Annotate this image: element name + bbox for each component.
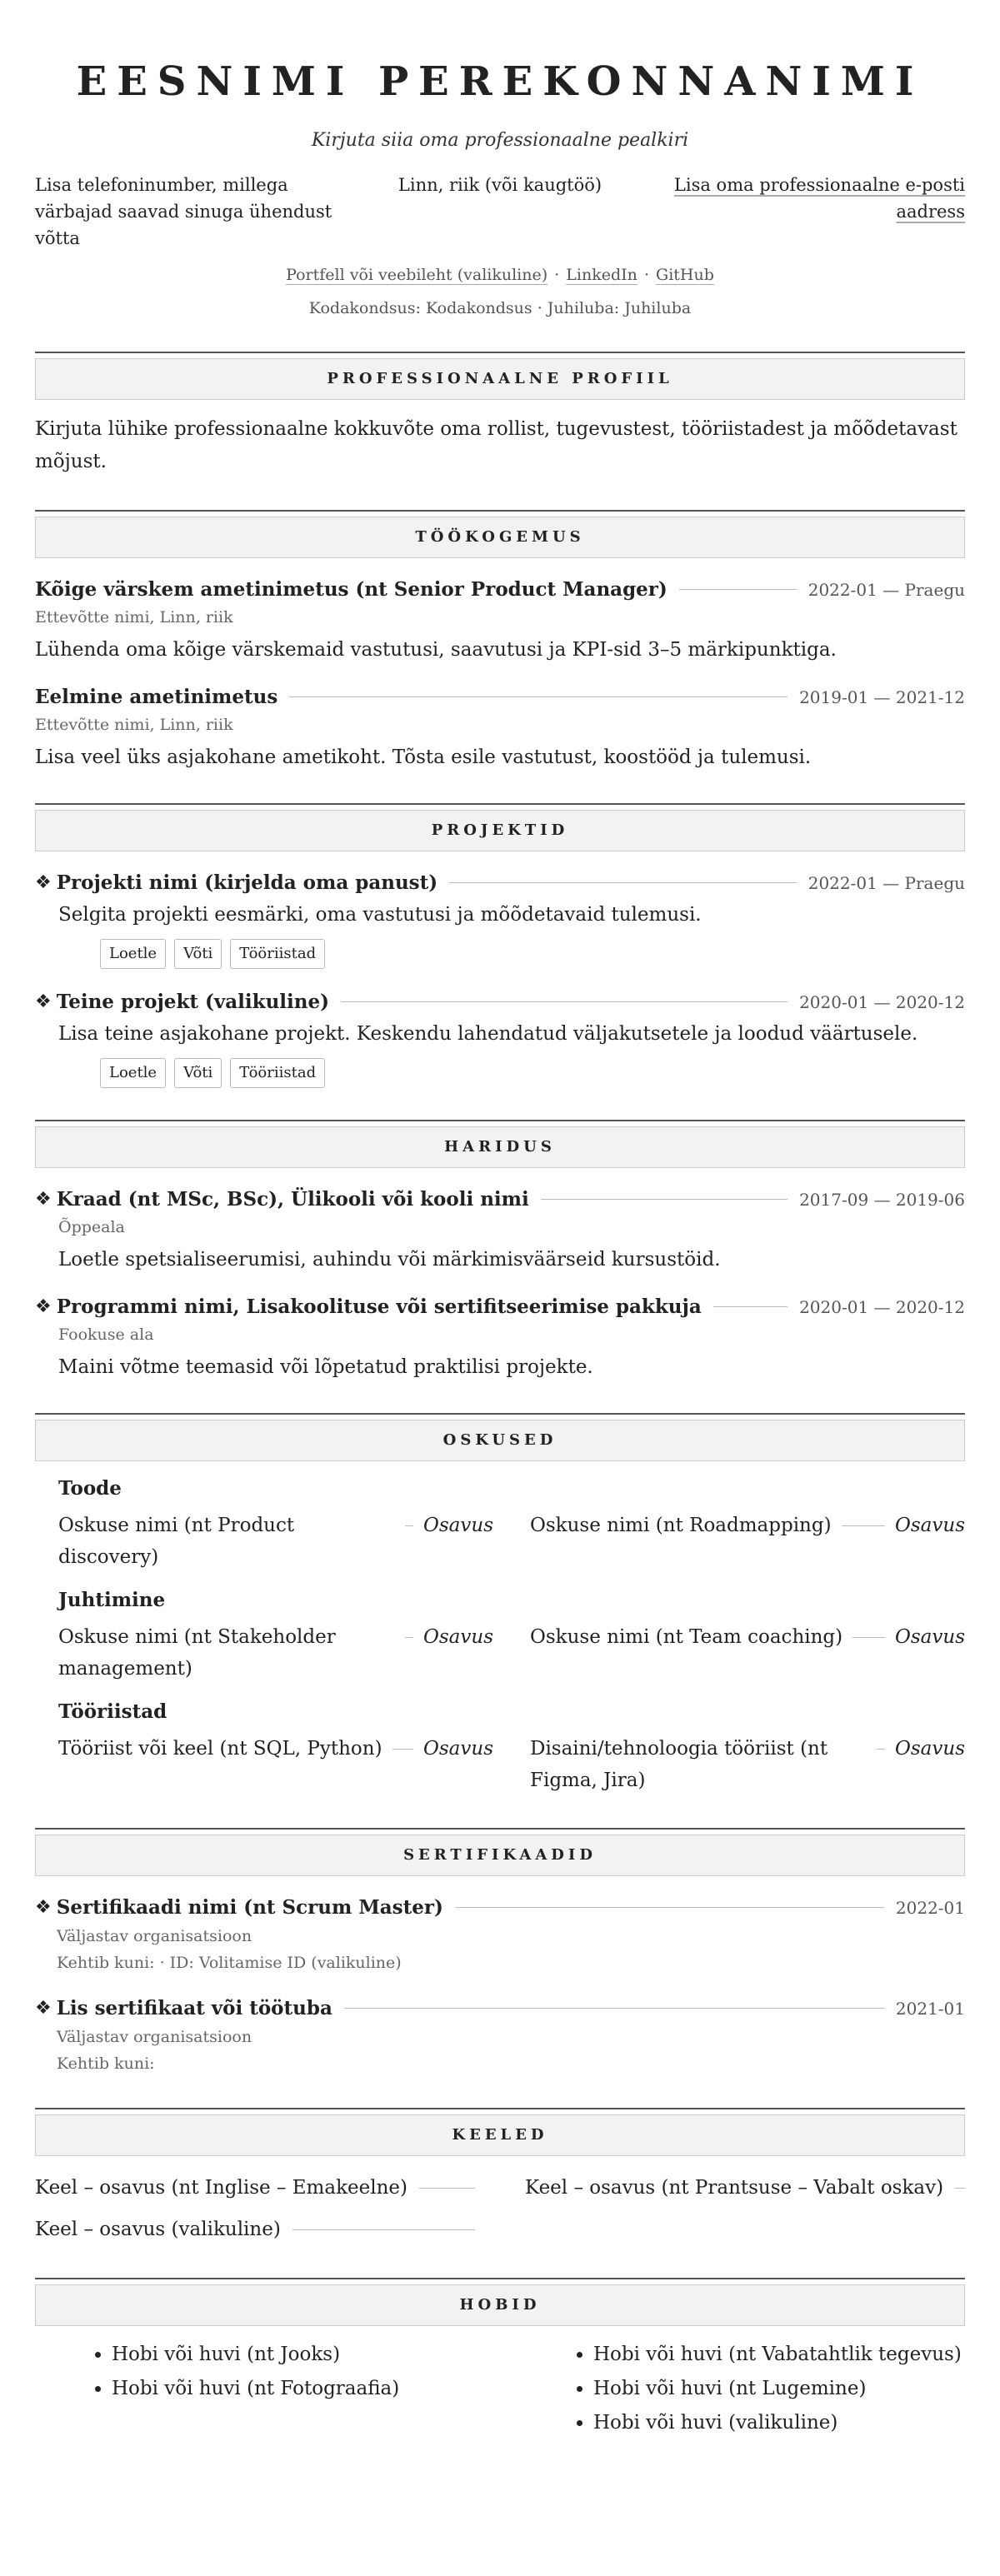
language-item	[35, 2213, 475, 2246]
skill-level: Osavus	[423, 1738, 493, 1760]
field-of-study: Fookuse ala	[58, 1325, 154, 1344]
email-link[interactable]: Lisa oma professionaalne e-posti aadress	[673, 175, 965, 222]
tag-chip: Loetle	[100, 1058, 166, 1088]
company-text: Ettevõtte nimi, Linn, riik	[35, 716, 233, 734]
profile-section	[35, 352, 965, 478]
project-description: Selgita projekti eesmärki, oma vastutusi ja mõõdetavaid tulemusi.	[58, 904, 702, 926]
leader-line	[679, 589, 797, 590]
skill-name: Oskuse nimi (nt Stakeholder management)	[58, 1626, 336, 1680]
diamond-bullet-icon: ❖	[35, 1296, 52, 1317]
certificate-date: 2021-01	[895, 1998, 965, 2019]
hobby-item: • Hobi või huvi (nt Jooks)	[112, 2338, 483, 2372]
links-row	[35, 263, 965, 287]
job-title: Eelmine ametinimetus	[35, 686, 278, 708]
hobby-item: • Hobi või huvi (nt Fotograafia)	[112, 2372, 483, 2406]
leader-line	[344, 2008, 884, 2009]
education-entry	[35, 1188, 965, 1274]
certificate-title: Lis sertifikaat või töötuba	[56, 1997, 332, 2019]
skill-name: Disaini/tehnoloogia tööriist (nt Figma, Jira)	[530, 1738, 828, 1791]
section-divider	[35, 803, 965, 805]
skill-level: Osavus	[895, 1626, 965, 1648]
section-divider	[35, 2278, 965, 2279]
skill-name: Tööriist või keel (nt SQL, Python)	[58, 1738, 382, 1760]
leader-line	[405, 1525, 413, 1526]
skill-item	[58, 1733, 493, 1796]
company-text: Ettevõtte nimi, Linn, riik	[35, 608, 233, 627]
certificate-issuer: Väljastav organisatsioon	[57, 1927, 252, 1945]
skills-section	[35, 1413, 965, 1796]
leader-line	[392, 1749, 413, 1750]
experience-section	[35, 510, 965, 771]
projects-list	[35, 871, 965, 1088]
phone-text: Lisa telefoninumber, millega värbajad saavad sinuga ühendust võtta	[35, 175, 332, 248]
section-heading-hobbies: HOBID	[35, 2284, 965, 2326]
experience-entry	[35, 578, 965, 664]
education-description: Loetle spetsialiseerumisi, auhindu või märkimisväärseid kursustöid.	[58, 1249, 721, 1271]
citizenship-value: Kodakondsus	[425, 299, 532, 317]
project-dates: 2022-01 — Praegu	[808, 872, 965, 893]
hobby-item: • Hobi või huvi (nt Lugemine)	[593, 2372, 965, 2406]
project-tags	[35, 1058, 965, 1088]
project-entry	[35, 871, 965, 969]
tag-chip: Tööriistad	[230, 1058, 325, 1088]
leader-line	[292, 2229, 475, 2230]
link-separator: ·	[537, 299, 542, 317]
leader-line	[842, 1525, 885, 1526]
education-entry	[35, 1295, 965, 1381]
hobbies-column-left	[35, 2338, 483, 2440]
skill-item	[530, 1733, 965, 1796]
certificate-entry	[35, 1896, 965, 1975]
full-name: EESNIMI PEREKONNANIMI	[76, 58, 924, 105]
location-text: Linn, riik (või kaugtöö)	[398, 175, 602, 195]
languages-section	[35, 2108, 965, 2246]
diamond-bullet-icon: ❖	[35, 1897, 52, 1918]
skill-category: Toode	[58, 1477, 122, 1500]
certificates-list	[35, 1896, 965, 2076]
github-link[interactable]: GitHub	[656, 266, 714, 284]
certificates-section	[35, 1828, 965, 2076]
project-title: Teine projekt (valikuline)	[56, 991, 330, 1013]
languages-list	[35, 2171, 965, 2246]
skill-item	[530, 1621, 965, 1685]
tag-chip: Võti	[174, 939, 222, 969]
diamond-bullet-icon: ❖	[35, 1998, 52, 2019]
skill-level: Osavus	[895, 1515, 965, 1536]
certificate-validity: Kehtib kuni: · ID: Volitamise ID (valikuline)	[57, 1954, 402, 1972]
experience-entry	[35, 686, 965, 771]
section-heading-languages: KEELED	[35, 2114, 965, 2156]
leader-line	[419, 2188, 475, 2189]
projects-section	[35, 803, 965, 1088]
language-item	[525, 2171, 965, 2204]
section-heading-projects: PROJEKTID	[35, 810, 965, 851]
link-separator: ·	[554, 266, 560, 284]
leader-line	[955, 2188, 965, 2189]
diamond-bullet-icon: ❖	[35, 872, 52, 893]
leader-line	[455, 1907, 884, 1908]
job-description: Lisa veel üks asjakohane ametikoht. Tõsta esile vastutust, koostööd ja tulemusi.	[35, 746, 812, 768]
section-heading-profile: PROFESSIONAALNE PROFIIL	[35, 358, 965, 400]
skill-item	[530, 1510, 965, 1573]
section-heading-education: HARIDUS	[35, 1126, 965, 1168]
section-heading-experience: TÖÖKOGEMUS	[35, 517, 965, 558]
section-divider	[35, 1120, 965, 1121]
diamond-bullet-icon: ❖	[35, 991, 52, 1012]
leader-line	[449, 882, 797, 883]
leader-line	[713, 1306, 788, 1307]
degree-title: Kraad (nt MSc, BSc), Ülikooli või kooli nimi	[56, 1188, 529, 1211]
education-description: Maini võtme teemasid või lõpetatud praktilisi projekte.	[58, 1356, 593, 1378]
leader-line	[341, 1001, 788, 1002]
linkedin-link[interactable]: LinkedIn	[566, 266, 638, 284]
project-tags	[35, 939, 965, 969]
skill-category: Tööriistad	[58, 1700, 168, 1723]
education-section	[35, 1120, 965, 1381]
resume-header	[35, 0, 965, 320]
certificate-entry	[35, 1997, 965, 2076]
job-dates: 2019-01 — 2021-12	[799, 686, 965, 707]
project-dates: 2020-01 — 2020-12	[799, 991, 965, 1012]
project-entry	[35, 991, 965, 1088]
certificate-issuer: Väljastav organisatsioon	[57, 2028, 252, 2046]
section-divider	[35, 352, 965, 353]
hobby-item: • Hobi või huvi (valikuline)	[593, 2406, 965, 2440]
language-text: Keel – osavus (nt Prantsuse – Vabalt oskav)	[525, 2177, 944, 2199]
job-dates: 2022-01 — Praegu	[808, 579, 965, 600]
section-divider	[35, 1828, 965, 1830]
hobbies-list	[35, 2338, 965, 2440]
language-text: Keel – osavus (valikuline)	[35, 2219, 281, 2240]
diamond-bullet-icon: ❖	[35, 1189, 52, 1210]
certificate-validity: Kehtib kuni:	[57, 2054, 155, 2073]
project-title: Projekti nimi (kirjelda oma panust)	[56, 871, 438, 894]
link-separator: ·	[643, 266, 649, 284]
skills-list	[35, 1476, 965, 1796]
section-divider	[35, 1413, 965, 1415]
leader-line	[877, 1749, 885, 1750]
license-value: Juhiluba	[624, 299, 692, 317]
contact-row	[35, 172, 965, 252]
skill-level: Osavus	[423, 1626, 493, 1648]
field-of-study: Õppeala	[58, 1218, 125, 1236]
degree-title: Programmi nimi, Lisakoolituse või sertifitseerimise pakkuja	[56, 1295, 702, 1318]
skill-item	[58, 1510, 493, 1573]
portfolio-link[interactable]: Portfell või veebileht (valikuline)	[286, 266, 548, 284]
project-description: Lisa teine asjakohane projekt. Keskendu lahendatud väljakutsetele ja loodud väärtusele.	[58, 1023, 918, 1045]
leader-line	[289, 696, 788, 697]
hobbies-column-right	[517, 2338, 965, 2440]
section-heading-certificates: SERTIFIKAADID	[35, 1835, 965, 1876]
job-title: Kõige värskem ametinimetus (nt Senior Product Manager)	[35, 578, 668, 601]
leader-line	[405, 1637, 413, 1638]
certificate-title: Sertifikaadi nimi (nt Scrum Master)	[56, 1896, 443, 1919]
skill-level: Osavus	[895, 1738, 965, 1760]
profile-summary: Kirjuta lühike professionaalne kokkuvõte oma rollist, tugevustest, tööriistadest ja mõõdetavast mõjust.	[35, 418, 958, 472]
leader-line	[541, 1199, 788, 1200]
language-item	[35, 2171, 475, 2204]
language-text: Keel – osavus (nt Inglise – Emakeelne)	[35, 2177, 408, 2199]
section-divider	[35, 510, 965, 512]
hobbies-section	[35, 2278, 965, 2440]
skill-name: Oskuse nimi (nt Product discovery)	[58, 1515, 295, 1568]
skill-item	[58, 1621, 493, 1685]
section-heading-skills: OSKUSED	[35, 1420, 965, 1461]
citizenship-label: Kodakondsus:	[308, 299, 421, 317]
certificate-date: 2022-01	[895, 1897, 965, 1918]
section-divider	[35, 2108, 965, 2109]
skill-category: Juhtimine	[58, 1589, 166, 1611]
tag-chip: Loetle	[100, 939, 166, 969]
job-description: Lühenda oma kõige värskemaid vastutusi, saavutusi ja KPI-sid 3–5 märkipunktiga.	[35, 639, 837, 661]
education-dates: 2020-01 — 2020-12	[799, 1296, 965, 1317]
citizenship-row	[35, 297, 965, 320]
skill-level: Osavus	[423, 1515, 493, 1536]
experience-list	[35, 578, 965, 771]
tag-chip: Tööriistad	[230, 939, 325, 969]
education-list	[35, 1188, 965, 1381]
leader-line	[852, 1637, 885, 1638]
hobby-item: • Hobi või huvi (nt Vabatahtlik tegevus)	[593, 2338, 965, 2372]
skill-name: Oskuse nimi (nt Team coaching)	[530, 1626, 843, 1648]
tag-chip: Võti	[174, 1058, 222, 1088]
education-dates: 2017-09 — 2019-06	[799, 1189, 965, 1210]
skill-name: Oskuse nimi (nt Roadmapping)	[530, 1515, 832, 1536]
license-label: Juhiluba:	[547, 299, 620, 317]
professional-title: Kirjuta siia oma professionaalne pealkiri	[311, 130, 689, 151]
